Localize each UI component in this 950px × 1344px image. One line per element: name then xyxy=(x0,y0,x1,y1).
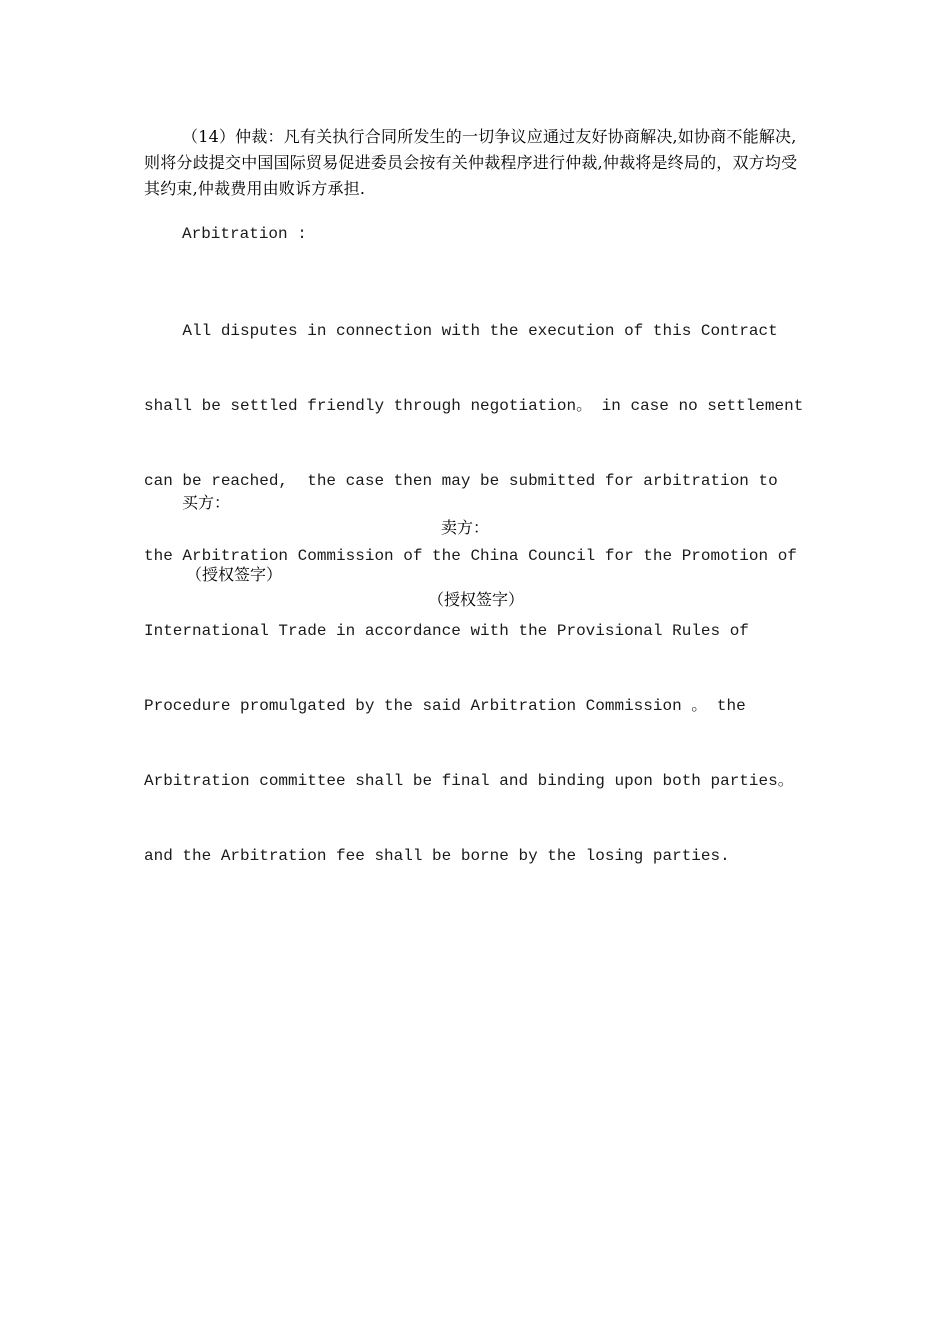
arbitration-heading-english: Arbitration : xyxy=(182,225,307,243)
seller-signature-line: （授权签字） xyxy=(428,590,525,609)
english-line: Procedure promulgated by the said Arbitration Commission 。 the xyxy=(144,697,746,715)
english-line: shall be settled friendly through negotiation。 in case no settlement xyxy=(144,397,804,415)
seller-label: 卖方： xyxy=(441,518,490,537)
arbitration-clause-chinese: （14）仲裁：凡有关执行合同所发生的一切争议应通过友好协商解决,如协商不能解决,则将分歧提交中国国际贸易促进委员会按有关仲裁程序进行仲裁,仲裁将是终局的，双方均受其约束,仲裁费用由败诉方承担. xyxy=(144,127,798,198)
buyer-signature-line: （授权签字） xyxy=(186,565,283,584)
english-line: All disputes in connection with the execution of this Contract xyxy=(144,322,778,340)
english-line: the Arbitration Commission of the China Council for the Promotion of xyxy=(144,547,797,565)
english-line: Arbitration committee shall be final and binding upon both parties。 xyxy=(144,772,794,790)
buyer-label: 买方： xyxy=(182,493,231,512)
english-line: International Trade in accordance with the Provisional Rules of xyxy=(144,622,749,640)
english-line: and the Arbitration fee shall be borne by the losing parties. xyxy=(144,847,730,865)
english-line: can be reached, the case then may be submitted for arbitration to xyxy=(144,472,778,490)
